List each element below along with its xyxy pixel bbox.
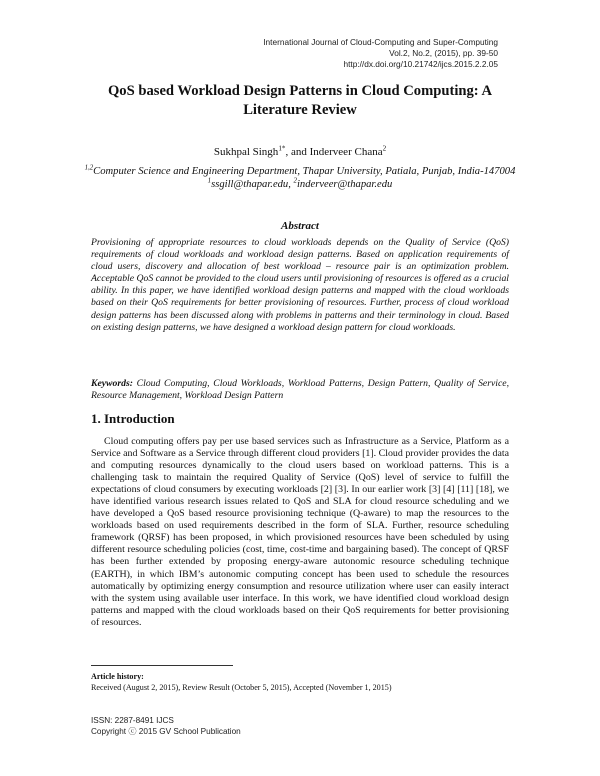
footnote-divider (91, 665, 233, 666)
paper-title: QoS based Workload Design Patterns in Cloud Computing: A Literature Review (107, 83, 493, 118)
author-1-superscript: 1* (278, 144, 286, 153)
journal-volume-pages: Vol.2, No.2, (2015), pp. 39-50 (389, 48, 498, 58)
journal-name: International Journal of Cloud-Computing and Super-Computing (263, 37, 498, 47)
keywords-label: Keywords: (91, 378, 133, 389)
author-line (80, 146, 520, 158)
page-footer (91, 715, 241, 737)
author-1: Sukhpal Singh (213, 146, 279, 158)
author-2: Inderveer Chana (309, 146, 383, 158)
affiliation-text: Computer Science and Engineering Department, Thapar University, Patiala, Punjab, India-147004 (93, 166, 516, 177)
email-2-superscript: 2 (293, 176, 297, 184)
abstract-heading: Abstract (281, 220, 319, 232)
email-1[interactable]: ssgill@thapar.edu (211, 178, 289, 190)
affiliation-superscript: 1,2 (84, 164, 94, 172)
email-line (80, 176, 520, 192)
email-1-superscript: 1 (207, 176, 212, 184)
article-history-dates: Received (August 2, 2015), Review Result (October 5, 2015), Accepted (November 1, 2015) (91, 683, 392, 692)
introduction-paragraph: Cloud computing offers pay per use based services such as Infrastructure as a Service, Platform as a Service and Software as a Service through different cloud providers [1]. Cloud provider provides the data and computing resources dynamically to the cloud users based on workload patterns. This is a challenging task to maintain the required Quality of Service (QoS) level of service to fulfill the expectations of cloud consumers by executing workloads [2] [3]. In our earlier work [3] [4] [11] [18], we have identified various research issues related to QoS and SLA for cloud resource scheduling and we have developed a QoS based resource provisioning technique (Q-aware) to map the resources to the workloads based on used requirements described in the form of SLA. Further, resource scheduling framework (QRSF) has been proposed, in which provisioned resources have been scheduled by using different resource scheduling policies (cost, time, cost-time and bargaining based). The concept of QRSF has been further extended by proposing energy-aware autonomic resource scheduling technique (EARTH), in which IBM’s autonomic computing concept has been used to schedule the resources automatically by optimizing energy consumption and resource utilization where user can easily interact with the system using available user interface. In this work, we have identified cloud workload design patterns and mapped with the cloud workloads based on their QoS requirements for better provisioning of resources. (91, 436, 509, 628)
abstract-text: Provisioning of appropriate resources to cloud workloads depends on the Quality of Service (QoS) requirements of cloud workloads and workload design patterns. Based on application requirements of cloud users, discovery and allocation of best workload – resource pair is an optimization problem. Acceptable QoS cannot be provided to the cloud users until provisioning of resources is offered as a crucial ability. In this paper, we have identified workload design patterns and mapped with the cloud workloads based on their QoS requirements for better provisioning of resources. Further, process of cloud workload design patterns has been discussed along with problems in patterns and their terminology in cloud. Based on existing design patterns, we have designed a workload design pattern for cloud workloads. (91, 237, 509, 333)
footer-copyright: Copyright ⓒ 2015 GV School Publication (91, 727, 241, 736)
author-2-superscript: 2 (382, 144, 387, 153)
affiliation-line (80, 166, 520, 179)
keywords (91, 378, 509, 402)
footer-issn: ISSN: 2287-8491 IJCS (91, 716, 174, 725)
journal-header (263, 37, 498, 70)
affiliation-block (80, 166, 520, 191)
section-heading-introduction: 1. Introduction (91, 411, 175, 426)
article-history (91, 671, 392, 693)
article-history-heading: Article history: (91, 672, 144, 681)
keywords-text: Cloud Computing, Cloud Workloads, Workload Patterns, Design Pattern, Quality of Service, Resource Management, Workload Design Pattern (91, 378, 509, 402)
journal-doi[interactable]: http://dx.doi.org/10.21742/ijcs.2015.2.2.05 (343, 59, 498, 69)
email-2[interactable]: inderveer@thapar.edu (296, 178, 393, 190)
email-separator: , (288, 178, 294, 190)
author-separator: , and (285, 146, 310, 158)
